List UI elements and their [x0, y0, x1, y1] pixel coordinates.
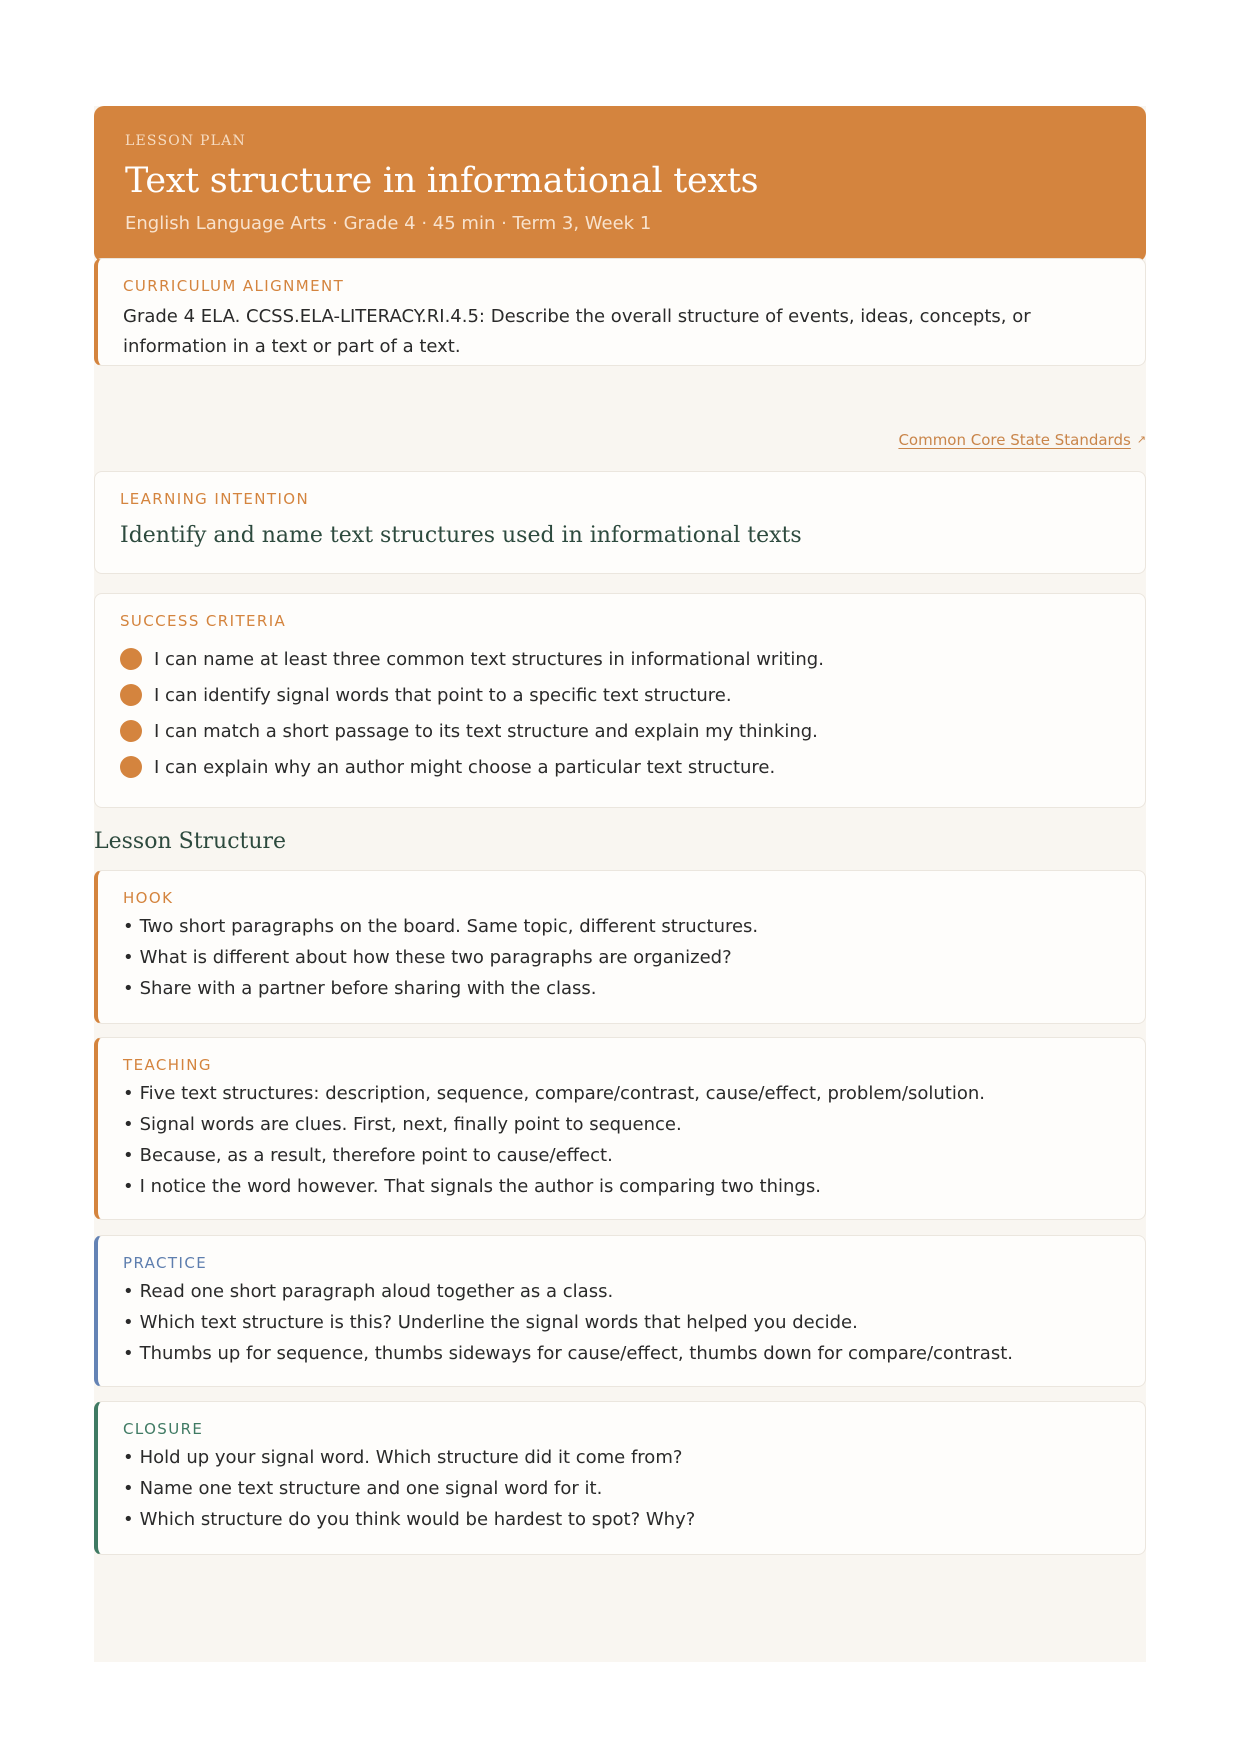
lesson-header: [94, 106, 1146, 262]
list-item: • Which structure do you think would be hardest to spot? Why?: [123, 1504, 1121, 1535]
list-item: • What is different about how these two paragraphs are organized?: [123, 942, 1121, 973]
bullet-dot-icon: [120, 684, 142, 706]
curriculum-alignment-card: [94, 258, 1146, 366]
list-item: • Because, as a result, therefore point to cause/effect.: [123, 1140, 1121, 1171]
success-criteria-label: SUCCESS CRITERIA: [120, 612, 287, 630]
practice-label: PRACTICE: [123, 1254, 208, 1272]
success-criteria-card: [94, 593, 1146, 808]
closure-label: CLOSURE: [123, 1420, 204, 1438]
external-link-icon: ↗: [1136, 433, 1146, 446]
learning-intention-text: Identify and name text structures used in informational texts: [120, 523, 802, 548]
bullet-dot-icon: [120, 720, 142, 742]
hook-label: HOOK: [123, 889, 174, 907]
list-item: • Signal words are clues. First, next, finally point to sequence.: [123, 1109, 1121, 1140]
success-criteria-list: [120, 641, 1121, 785]
list-item: • Which text structure is this? Underline the signal words that helped you decide.: [123, 1307, 1121, 1338]
list-item: • Name one text structure and one signal word for it.: [123, 1473, 1121, 1504]
teaching-list: [123, 1078, 1121, 1202]
criteria-item: I can name at least three common text structures in informational writing.: [120, 641, 1121, 677]
curriculum-alignment-text: Grade 4 ELA. CCSS.ELA-LITERACY.RI.4.5: Describe the overall structure of events, ideas, concepts, or information in a text or part of a text.: [123, 306, 1031, 357]
header-eyebrow: LESSON PLAN: [125, 133, 246, 149]
learning-intention-label: LEARNING INTENTION: [120, 490, 310, 508]
teaching-label: TEACHING: [123, 1056, 212, 1074]
curriculum-alignment-label: CURRICULUM ALIGNMENT: [123, 277, 345, 295]
list-item: • Share with a partner before sharing with the class.: [123, 973, 1121, 1004]
hook-card: [94, 870, 1146, 1024]
list-item: • I notice the word however. That signals the author is comparing two things.: [123, 1171, 1121, 1202]
closure-list: [123, 1442, 1121, 1535]
common-core-link[interactable]: [898, 431, 1146, 449]
list-item: • Read one short paragraph aloud together as a class.: [123, 1276, 1121, 1307]
bullet-dot-icon: [120, 756, 142, 778]
list-item: • Two short paragraphs on the board. Same topic, different structures.: [123, 911, 1121, 942]
closure-card: [94, 1401, 1146, 1555]
learning-intention-card: [94, 471, 1146, 574]
list-item: • Thumbs up for sequence, thumbs sideways for cause/effect, thumbs down for compare/contrast.: [123, 1338, 1121, 1369]
bullet-dot-icon: [120, 648, 142, 670]
practice-list: [123, 1276, 1121, 1369]
lesson-plan-page: [94, 106, 1146, 1662]
criteria-item: I can identify signal words that point to a specific text structure.: [120, 677, 1121, 713]
hook-list: [123, 911, 1121, 1004]
page-title: Text structure in informational texts: [125, 161, 759, 201]
lesson-structure-heading: Lesson Structure: [94, 829, 287, 854]
lesson-meta: English Language Arts · Grade 4 · 45 min · Term 3, Week 1: [125, 213, 652, 234]
criteria-item: I can match a short passage to its text structure and explain my thinking.: [120, 713, 1121, 749]
teaching-card: [94, 1037, 1146, 1220]
common-core-link-label: Common Core State Standards: [898, 431, 1131, 449]
list-item: • Five text structures: description, sequence, compare/contrast, cause/effect, problem/solution.: [123, 1078, 1121, 1109]
practice-card: [94, 1235, 1146, 1387]
criteria-item: I can explain why an author might choose a particular text structure.: [120, 749, 1121, 785]
list-item: • Hold up your signal word. Which structure did it come from?: [123, 1442, 1121, 1473]
